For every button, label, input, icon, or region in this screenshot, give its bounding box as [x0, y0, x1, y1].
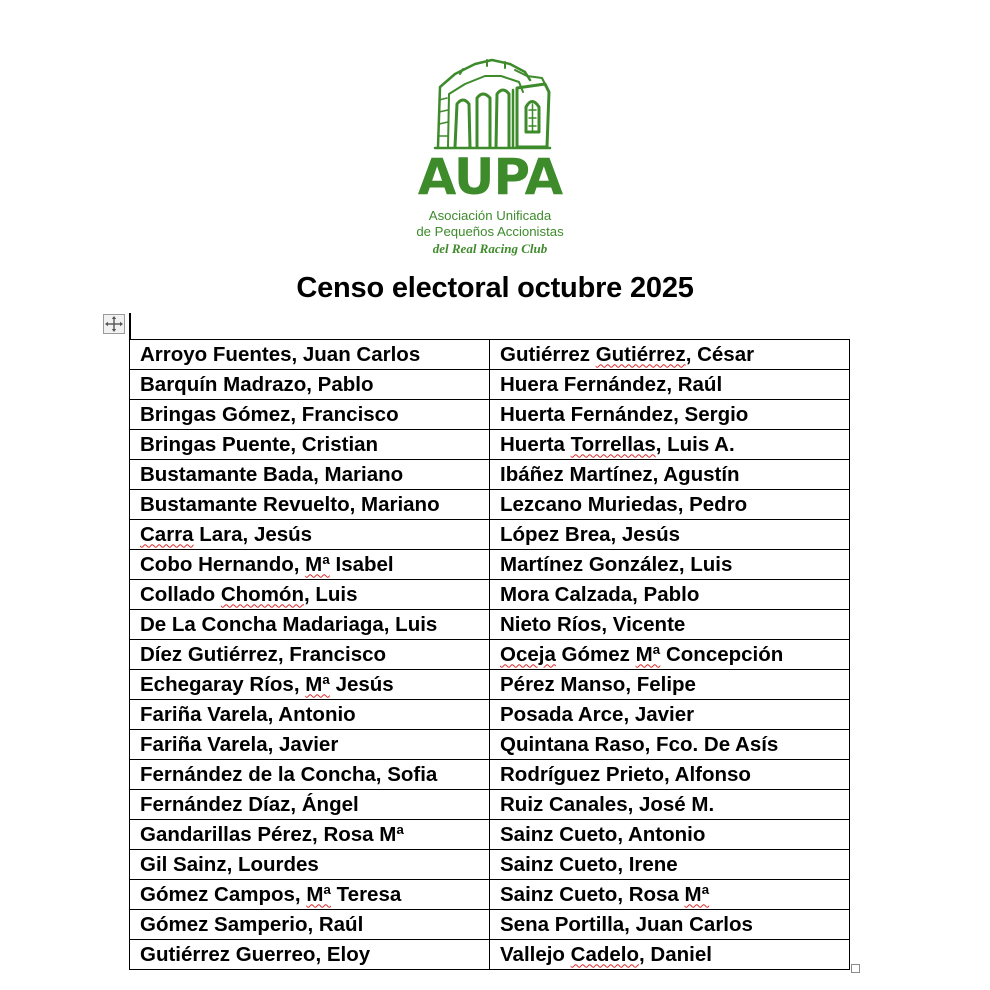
table-row	[130, 640, 850, 670]
spellcheck-flagged-word: Mª	[684, 882, 710, 906]
table-cell-right[interactable]: Mora Calzada, Pablo	[490, 580, 850, 610]
table-cell-left[interactable]: Cobo Hernando, Mª Isabel	[130, 550, 490, 580]
spellcheck-flagged-word: Mª	[306, 882, 331, 906]
table-cell-right[interactable]: Sainz Cueto, Rosa Mª	[490, 880, 850, 910]
table-row	[130, 730, 850, 760]
table-cell-right[interactable]: Quintana Raso, Fco. De Asís	[490, 730, 850, 760]
table-cell-right[interactable]: Lezcano Muriedas, Pedro	[490, 490, 850, 520]
table-cell-left[interactable]: Gómez Campos, Mª Teresa	[130, 880, 490, 910]
table-cell-left[interactable]: Gil Sainz, Lourdes	[130, 850, 490, 880]
spellcheck-flagged-word: Chomón	[220, 582, 304, 606]
logo-brand: AUPA	[417, 148, 563, 206]
table-cell-right[interactable]: Sainz Cueto, Irene	[490, 850, 850, 880]
table-cell-left[interactable]: Fariña Varela, Antonio	[130, 700, 490, 730]
table-row	[130, 910, 850, 940]
spellcheck-flagged-word: Cadelo	[570, 942, 640, 966]
spellcheck-flagged-word: Carra	[140, 522, 194, 546]
table-cell-left[interactable]: Bringas Gómez, Francisco	[130, 400, 490, 430]
table-row	[130, 850, 850, 880]
table-cell-left[interactable]: Bustamante Revuelto, Mariano	[130, 490, 490, 520]
table-cell-left[interactable]: Barquín Madrazo, Pablo	[130, 370, 490, 400]
table-cell-right[interactable]: Gutiérrez Gutiérrez, César	[490, 340, 850, 370]
aupa-logo	[395, 52, 585, 264]
table-cell-right[interactable]: Vallejo Cadelo, Daniel	[490, 940, 850, 970]
table-cell-right[interactable]: Sainz Cueto, Antonio	[490, 820, 850, 850]
resize-handle-icon[interactable]	[851, 964, 860, 973]
table-cell-right[interactable]: López Brea, Jesús	[490, 520, 850, 550]
table-cell-right[interactable]: Oceja Gómez Mª Concepción	[490, 640, 850, 670]
table-row	[130, 580, 850, 610]
table-row	[130, 520, 850, 550]
stadium-drawing	[435, 60, 550, 148]
table-cell-left[interactable]: Gutiérrez Guerreo, Eloy	[130, 940, 490, 970]
table-cell-right[interactable]: Rodríguez Prieto, Alfonso	[490, 760, 850, 790]
logo-line-3: del Real Racing Club	[432, 241, 548, 256]
table-row	[130, 370, 850, 400]
table-cell-right[interactable]: Martínez González, Luis	[490, 550, 850, 580]
table-cell-left[interactable]: Gómez Samperio, Raúl	[130, 910, 490, 940]
table-cell-left[interactable]: Fariña Varela, Javier	[130, 730, 490, 760]
table-cell-left[interactable]: Bringas Puente, Cristian	[130, 430, 490, 460]
spellcheck-flagged-word: Mª	[305, 552, 330, 576]
table-cell-left[interactable]: De La Concha Madariaga, Luis	[130, 610, 490, 640]
census-table	[129, 339, 850, 970]
spellcheck-flagged-word: Torrellas	[570, 432, 656, 456]
table-cell-left[interactable]: Echegaray Ríos, Mª Jesús	[130, 670, 490, 700]
table-cell-right[interactable]: Posada Arce, Javier	[490, 700, 850, 730]
table-cell-right[interactable]: Ruiz Canales, José M.	[490, 790, 850, 820]
table-cell-right[interactable]: Huera Fernández, Raúl	[490, 370, 850, 400]
table-cell-left[interactable]: Fernández de la Concha, Sofia	[130, 760, 490, 790]
table-cell-left[interactable]: Collado Chomón, Luis	[130, 580, 490, 610]
table-row	[130, 940, 850, 970]
table-row	[130, 700, 850, 730]
spellcheck-flagged-word: Mª	[635, 642, 661, 666]
table-cell-left[interactable]: Gandarillas Pérez, Rosa Mª	[130, 820, 490, 850]
spellcheck-flagged-word: Gutiérrez	[595, 342, 686, 366]
table-cell-left[interactable]: Bustamante Bada, Mariano	[130, 460, 490, 490]
table-cell-right[interactable]: Pérez Manso, Felipe	[490, 670, 850, 700]
table-row	[130, 880, 850, 910]
table-cell-right[interactable]: Huerta Torrellas, Luis A.	[490, 430, 850, 460]
table-row	[130, 790, 850, 820]
table-cell-right[interactable]: Huerta Fernández, Sergio	[490, 400, 850, 430]
table-row	[130, 490, 850, 520]
table-cell-left[interactable]: Arroyo Fuentes, Juan Carlos	[130, 340, 490, 370]
logo-line-2: de Pequeños Accionistas	[416, 224, 564, 239]
page-title: Censo electoral octubre 2025	[296, 272, 694, 304]
logo-line-1: Asociación Unificada	[428, 208, 552, 223]
table-cell-left[interactable]: Díez Gutiérrez, Francisco	[130, 640, 490, 670]
table-cell-right[interactable]: Sena Portilla, Juan Carlos	[490, 910, 850, 940]
spellcheck-flagged-word: Mª	[305, 672, 330, 696]
spellcheck-flagged-word: Oceja	[500, 642, 556, 666]
table-row	[130, 550, 850, 580]
table-row	[130, 610, 850, 640]
table-row	[130, 340, 850, 370]
move-arrows-icon[interactable]	[103, 314, 125, 334]
text-cursor	[129, 313, 131, 340]
table-cell-left[interactable]: Carra Lara, Jesús	[130, 520, 490, 550]
table-cell-left[interactable]: Fernández Díaz, Ángel	[130, 790, 490, 820]
table-row	[130, 670, 850, 700]
table-row	[130, 400, 850, 430]
table-row	[130, 760, 850, 790]
table-row	[130, 430, 850, 460]
table-cell-right[interactable]: Nieto Ríos, Vicente	[490, 610, 850, 640]
table-row	[130, 460, 850, 490]
table-cell-right[interactable]: Ibáñez Martínez, Agustín	[490, 460, 850, 490]
move-arrows-glyph	[104, 315, 124, 333]
table-row	[130, 820, 850, 850]
census-table-body	[130, 340, 850, 970]
